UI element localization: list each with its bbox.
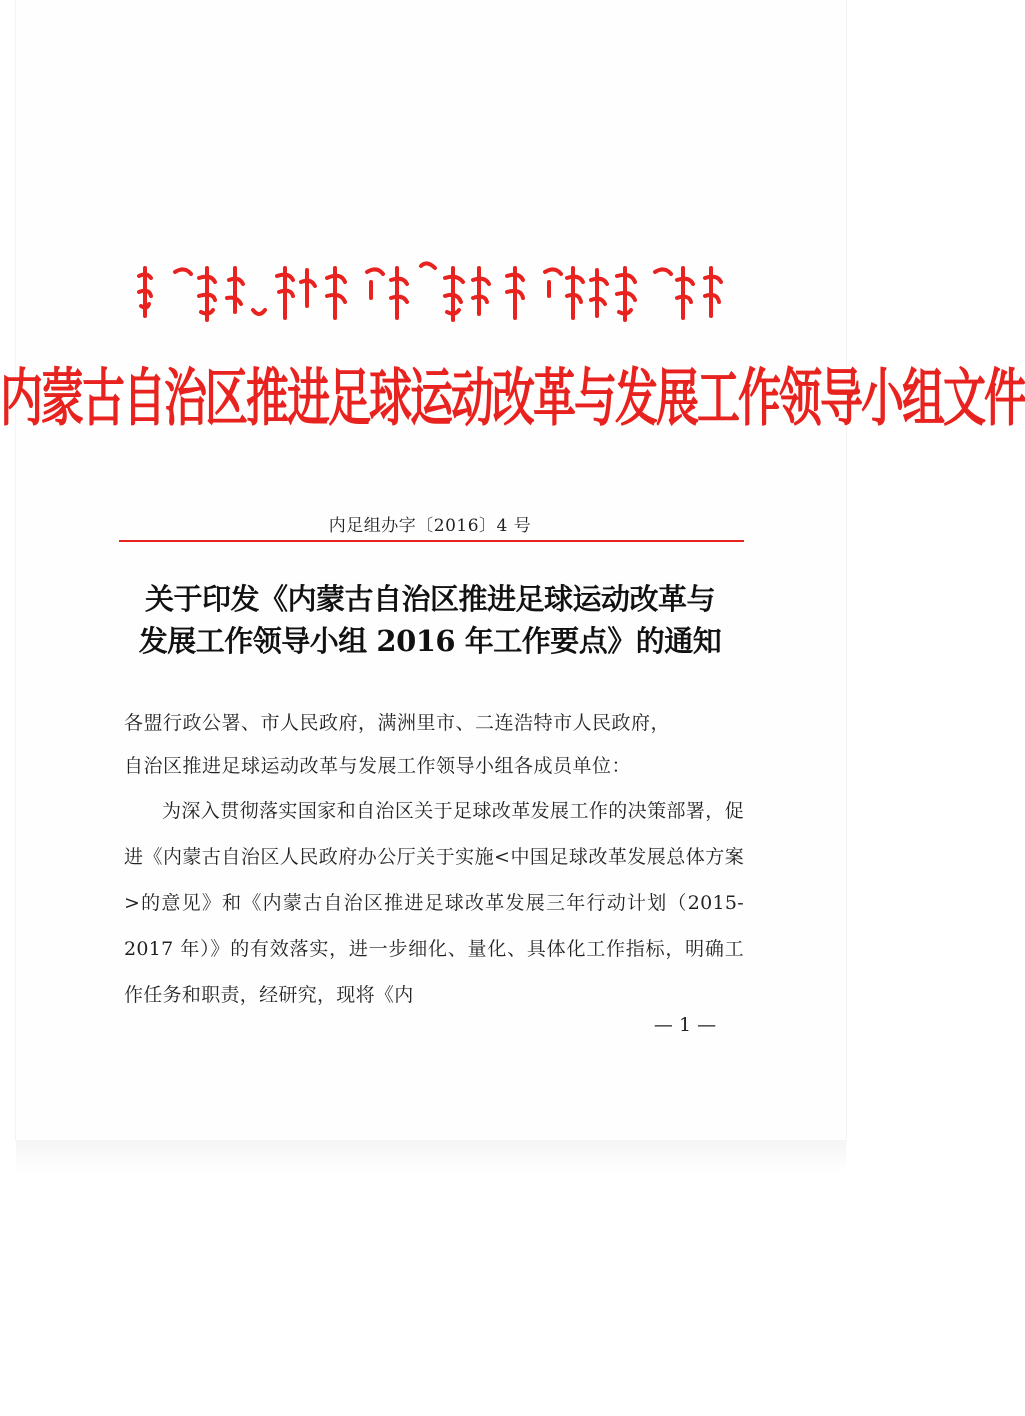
salutation-line-1: 各盟行政公署、市人民政府，满洲里市、二连浩特市人民政府， bbox=[124, 712, 671, 734]
salutation bbox=[124, 702, 744, 788]
document-number: 内足组办字〔2016〕4 号 bbox=[328, 516, 532, 536]
notice-title-line-1: 关于印发《内蒙古自治区推进足球运动改革与 bbox=[144, 582, 715, 616]
page-bottom-shadow bbox=[16, 1140, 846, 1174]
red-divider-line bbox=[119, 540, 744, 542]
notice-title-line-2: 发展工作领导小组 2016 年工作要点》的通知 bbox=[138, 624, 722, 658]
issuing-authority-title: 内蒙古自治区推进足球运动改革与发展工作领导小组文件 bbox=[0, 363, 1025, 436]
mongolian-script-heading bbox=[135, 262, 725, 324]
page-number: — 1 — bbox=[653, 1014, 717, 1036]
body-paragraph: 为深入贯彻落实国家和自治区关于足球改革发展工作的决策部署，促进《内蒙古自治区人民政府办公厅关于实施<中国足球改革发展总体方案>的意见》和《内蒙古自治区推进足球改革发展三年行动计划（2015-2017 年）》的有效落实，进一步细化、量化、具体化工作指标，明确工作任务和职责，经研究，现将《内 bbox=[124, 800, 744, 1006]
salutation-line-2: 自治区推进足球运动改革与发展工作领导小组各成员单位： bbox=[124, 755, 632, 777]
notice-title bbox=[0, 578, 860, 662]
